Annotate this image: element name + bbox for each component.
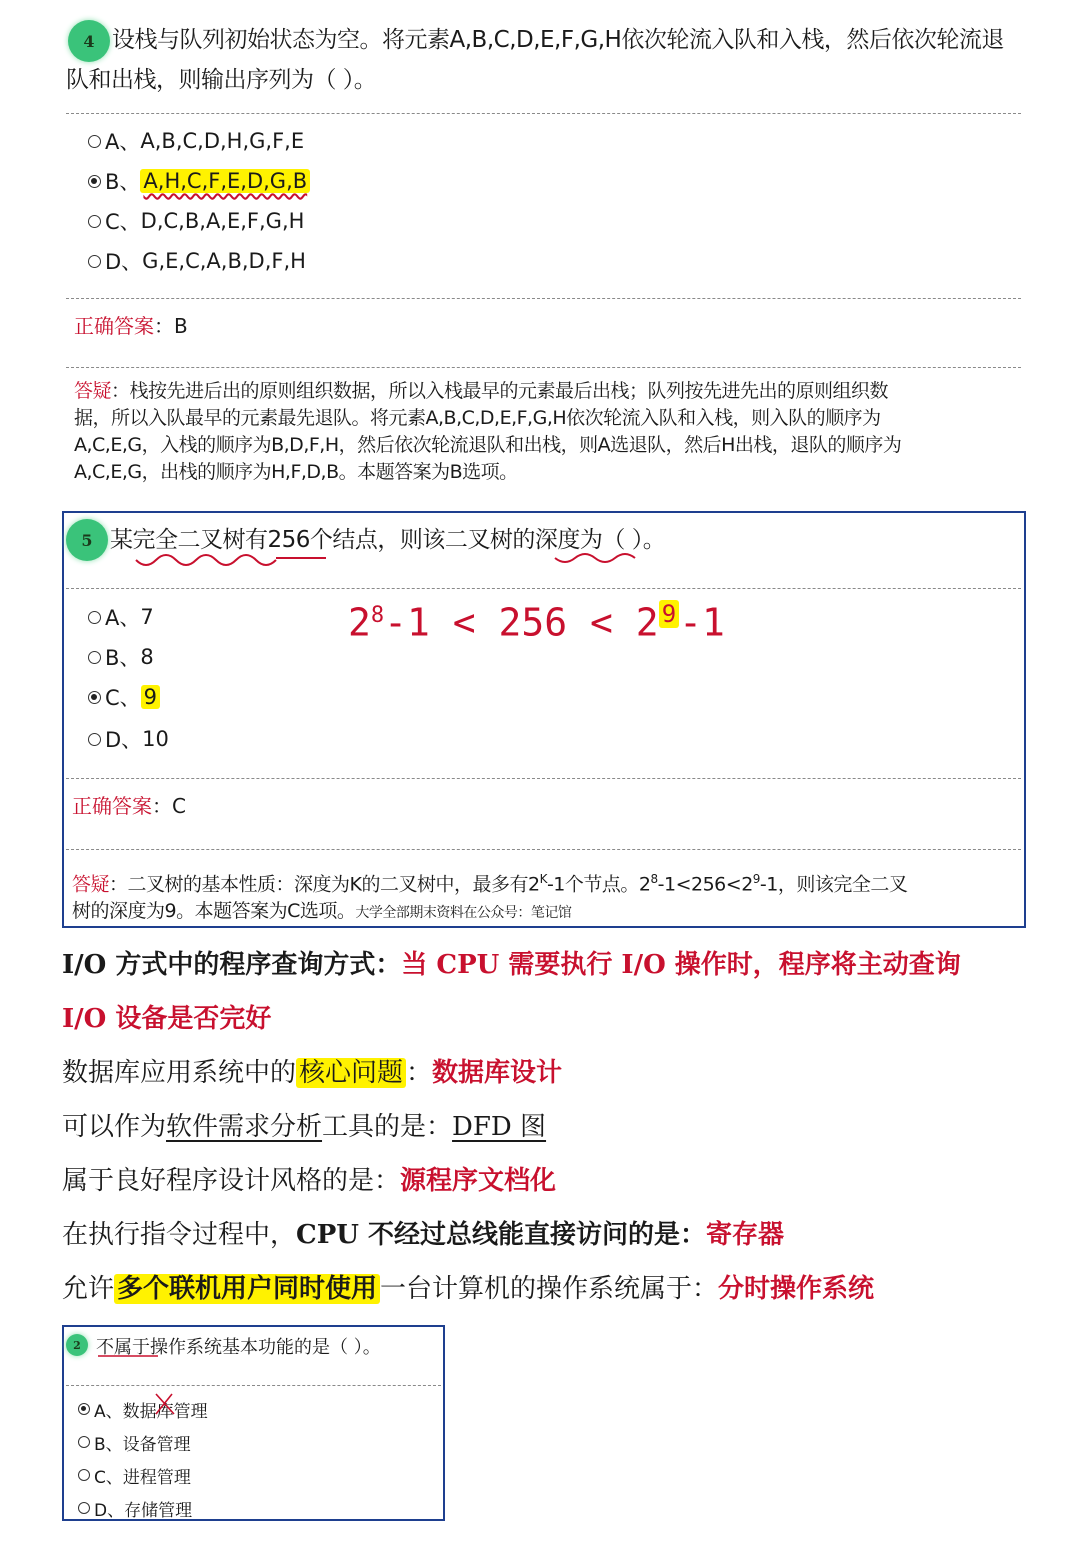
handwritten-note: $2^8-1 < 256 < 2$ $^9$-1: [348, 600, 725, 645]
question-number-badge: 4: [68, 20, 110, 62]
option-c[interactable]: C、 D,C,B,A,E,F,G,H: [88, 204, 304, 238]
note-time-sharing: 允许 多个联机用户同时使用 一台计算机的操作系统属于：分时操作系统: [62, 1274, 875, 1304]
radio-icon[interactable]: [88, 135, 101, 148]
option-d[interactable]: D、 10: [88, 722, 169, 756]
divider: [66, 113, 1021, 114]
divider: [66, 778, 1021, 779]
radio-icon[interactable]: [78, 1436, 90, 1448]
question-number-badge: 5: [66, 519, 108, 561]
explanation: 答疑：二叉树的基本性质：深度为K的二叉树中，最多有$2^K-1$个节点。$2^8-1<256<2^9-1$，则该完全二叉 树的深度为9。本题答案为C选项。大学全部期末资料在公众号：笔记馆: [72, 872, 908, 923]
option-c[interactable]: C、 进程管理: [78, 1462, 191, 1488]
note-register: 在执行指令过程中，CPU 不经过总线能直接访问的是：寄存器: [62, 1220, 785, 1250]
option-d[interactable]: D、 G,E,C,A,B,D,F,H: [88, 244, 306, 278]
option-d[interactable]: D、 存储管理: [78, 1495, 192, 1521]
cross-mark-icon: [150, 1390, 180, 1420]
question-text-line2: 队和出栈，则输出序列为（ ）。: [66, 67, 377, 93]
note-io-polling-cont: I/O 设备是否完好: [62, 1004, 272, 1034]
radio-selected-icon[interactable]: [88, 175, 101, 188]
option-c[interactable]: C、 9: [88, 680, 160, 714]
correct-answer: 正确答案：C: [72, 794, 186, 818]
question-text: 不属于操作系统基本功能的是（ ）。: [96, 1337, 381, 1358]
radio-icon[interactable]: [88, 733, 101, 746]
radio-selected-icon[interactable]: [78, 1403, 90, 1415]
radio-icon[interactable]: [88, 611, 101, 624]
note-dfd: 可以作为软件需求分析工具的是：DFD 图: [62, 1112, 547, 1142]
radio-selected-icon[interactable]: [88, 691, 101, 704]
wavy-underline-marks: [130, 552, 730, 572]
highlighted-answer: A,H,C,F,E,D,G,B: [140, 169, 310, 193]
divider: [66, 298, 1021, 299]
question-number-badge: 2: [66, 1334, 88, 1356]
radio-icon[interactable]: [78, 1469, 90, 1481]
radio-icon[interactable]: [78, 1502, 90, 1514]
radio-icon[interactable]: [88, 215, 101, 228]
divider: [66, 588, 1021, 589]
divider: [66, 849, 1021, 850]
radio-icon[interactable]: [88, 255, 101, 268]
question-text: 某完全二叉树有256个结点，则该二叉树的深度为（ ）。: [110, 527, 666, 553]
watermark-note: 大学全部期末资料在公众号：笔记馆: [355, 905, 572, 922]
divider: [66, 367, 1021, 368]
note-io-polling: I/O 方式中的程序查询方式：当 CPU 需要执行 I/O 操作时，程序将主动查询: [62, 950, 961, 980]
divider: [66, 1385, 441, 1386]
note-database-core: 数据库应用系统中的 核心问题 ：数据库设计: [62, 1058, 563, 1088]
correct-answer: 正确答案：B: [74, 314, 188, 338]
highlighted-answer: 9: [141, 685, 160, 709]
question-text: [112, 20, 1062, 60]
option-b[interactable]: B、 8: [88, 640, 154, 674]
option-a[interactable]: A、 A,B,C,D,H,G,F,E: [88, 124, 304, 158]
option-a[interactable]: A、 7: [88, 600, 154, 634]
note-programming-style: 属于良好程序设计风格的是：源程序文档化: [62, 1166, 557, 1196]
option-a[interactable]: A、 数据库管理: [78, 1396, 208, 1422]
strike-marks: [96, 1350, 166, 1366]
radio-icon[interactable]: [88, 651, 101, 664]
option-b[interactable]: B、 设备管理: [78, 1429, 191, 1455]
option-b[interactable]: B、 A,H,C,F,E,D,G,B: [88, 164, 310, 198]
explanation: 答疑：栈按先进后出的原则组织数据，所以入栈最早的元素最后出栈；队列按先进先出的原则组织数 据，所以入队最早的元素最先退队。将元素A,B,C,D,E,F,G,H依次轮流入队和入栈，则入队的顺序为 A,C,E,G，入栈的顺序为B,D,F,H，然后依次轮流退队和出栈，则A选退队，然后H出栈，退队的顺序为 A,C,E,G，出栈的顺序为H,F,D,B。本题答案为B选项。: [74, 380, 902, 483]
question-text-line1: 设栈与队列初始状态为空。将元素A,B,C,D,E,F,G,H依次轮流入队和入栈，然后依次轮流退: [112, 27, 1004, 53]
